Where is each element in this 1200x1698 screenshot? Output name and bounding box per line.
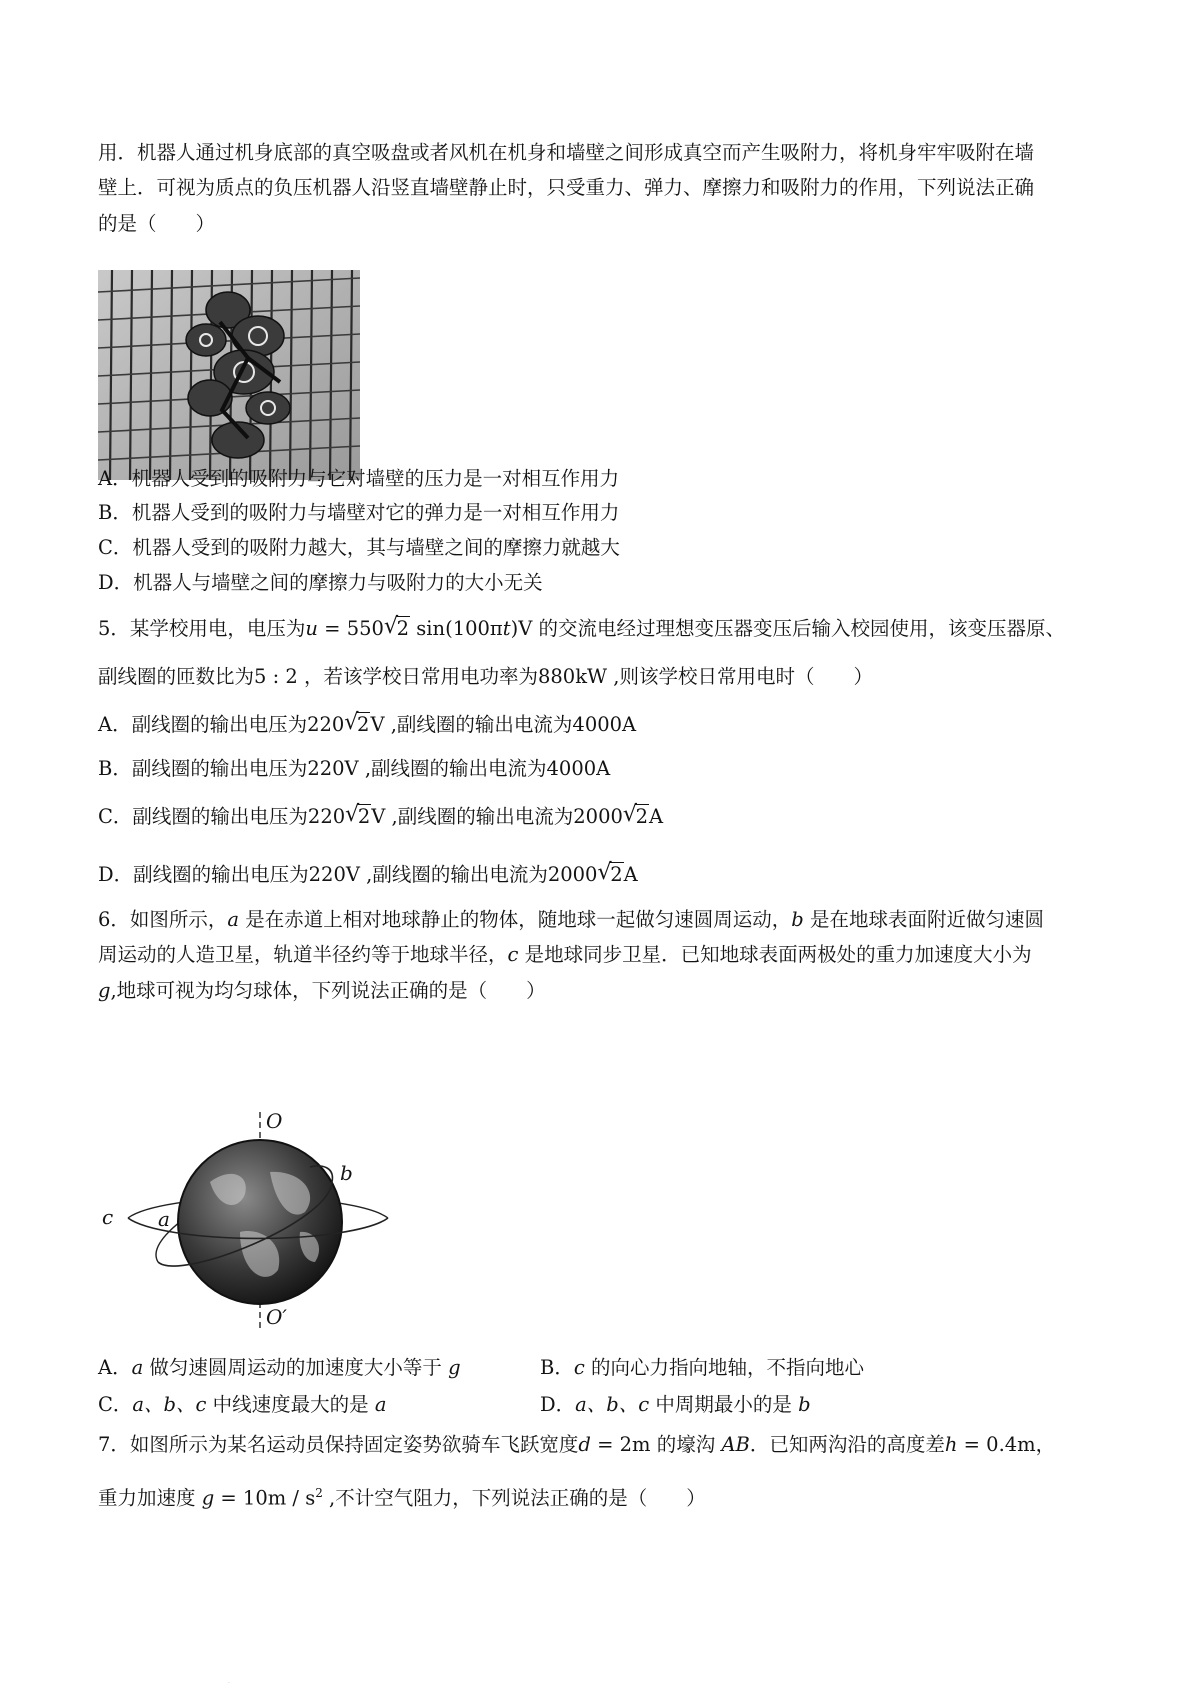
q6-stem-line-2: 周运动的人造卫星，轨道半径约等于地球半径，c 是地球同步卫星．已知地球表面两极处的重力加速度大小为: [98, 943, 1032, 966]
footer-mark: .: [228, 1678, 230, 1685]
q4-option-d: D．机器人与墙壁之间的摩擦力与吸附力的大小无关: [98, 571, 543, 594]
q7-stem-line-1: 7．如图所示为某名运动员保持固定姿势欲骑车飞跃宽度d = 2m 的壕沟 AB．已知两沟沿的高度差h = 0.4m，: [98, 1433, 1056, 1456]
label-c: c: [102, 1205, 114, 1229]
earth-orbit-diagram: [100, 1112, 400, 1332]
q4-stem-line-2: 壁上．可视为质点的负压机器人沿竖直墙壁静止时，只受重力、弹力、摩擦力和吸附力的作用，下列说法正确: [98, 176, 1035, 199]
label-b: b: [340, 1161, 353, 1185]
q4-stem-line-1: 用．机器人通过机身底部的真空吸盘或者风机在机身和墙壁之间形成真空而产生吸附力，将机身牢牢吸附在墙: [98, 141, 1035, 164]
q5-option-a: A．副线圈的输出电压为220√ 2V ,副线圈的输出电流为4000A: [98, 712, 636, 738]
label-O: O: [266, 1112, 283, 1133]
q6-stem-line-1: 6．如图所示，a 是在赤道上相对地球静止的物体，随地球一起做匀速圆周运动，b 是在地球表面附近做匀速圆: [98, 908, 1044, 931]
q6-option-a: A．a 做匀速圆周运动的加速度大小等于 g: [98, 1356, 461, 1379]
q6-option-b: B．c 的向心力指向地轴，不指向地心: [540, 1356, 864, 1379]
q5-option-d: D．副线圈的输出电压为220V ,副线圈的输出电流为2000√ 2A: [98, 862, 638, 888]
label-O-prime: O′: [266, 1305, 287, 1329]
q6-stem-line-3: g,地球可视为均匀球体，下列说法正确的是（ ）: [98, 979, 546, 1002]
q4-stem-line-3: 的是（ ）: [98, 212, 216, 235]
label-a: a: [158, 1207, 170, 1231]
q4-option-b: B．机器人受到的吸附力与墙壁对它的弹力是一对相互作用力: [98, 501, 620, 524]
q5-stem-line-2: 副线圈的匝数比为5 : 2 ，若该学校日常用电功率为880kW ,则该学校日常用电时（ ）: [98, 665, 873, 688]
q5-option-c: C．副线圈的输出电压为220√ 2V ,副线圈的输出电流为2000√ 2A: [98, 804, 663, 830]
q4-option-c: C．机器人受到的吸附力越大，其与墙壁之间的摩擦力就越大: [98, 536, 620, 559]
q6-option-d: D．a、b、c 中周期最小的是 b: [540, 1393, 811, 1416]
q7-stem-line-2: 重力加速度 $g = 10m / s^2$ ,不计空气阻力，下列说法正确的是（ ）: [98, 1486, 706, 1510]
q5-option-b: B．副线圈的输出电压为220V ,副线圈的输出电流为4000A: [98, 757, 611, 780]
wall-robot-photo: [98, 270, 360, 480]
q4-option-a: A．机器人受到的吸附力与它对墙壁的压力是一对相互作用力: [98, 467, 620, 490]
earth-globe: [178, 1140, 342, 1304]
q6-option-c: C．a、b、c 中线速度最大的是 a: [98, 1393, 387, 1416]
q5-stem-line-1: 5．某学校用电，电压为u = 550√ 2 sin(100πt)V 的交流电经过理想变压器变压后输入校园使用，该变压器原、: [98, 616, 1065, 642]
